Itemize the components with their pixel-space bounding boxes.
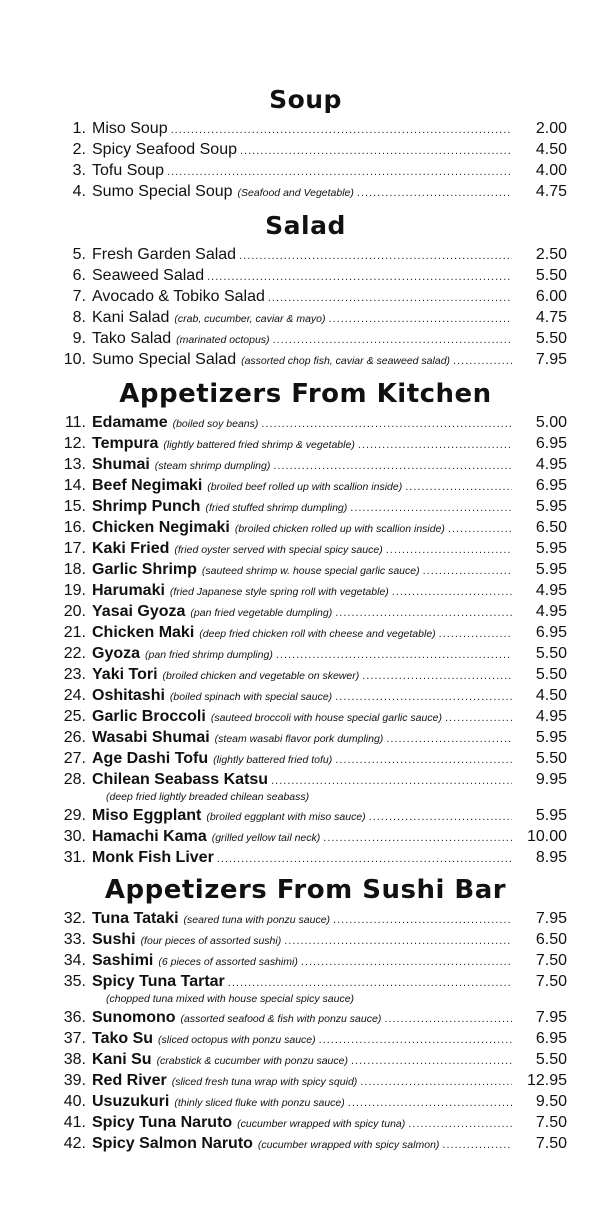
menu-item <box>0 517 611 538</box>
item-number: 21. <box>63 624 86 641</box>
menu-item <box>0 706 611 727</box>
menu-item <box>0 727 611 748</box>
dot-leader <box>405 477 512 498</box>
item-name: Usuzukuri <box>92 1093 170 1110</box>
item-description: (lightly battered fried tofu) <box>213 754 333 766</box>
menu-item <box>0 950 611 971</box>
menu-item <box>0 622 611 643</box>
menu-list <box>0 908 611 1154</box>
item-number: 12. <box>63 435 86 452</box>
item-name: Spicy Seafood Soup <box>92 141 237 158</box>
item-name: Spicy Tuna Naruto <box>92 1114 233 1131</box>
menu-item <box>0 1091 611 1112</box>
item-description: (seared tuna with ponzu sauce) <box>183 914 331 926</box>
menu-item <box>0 286 611 307</box>
item-description: (thinly sliced fluke with ponzu sauce) <box>174 1097 345 1109</box>
item-number: 38. <box>63 1051 86 1068</box>
dot-leader <box>360 1072 512 1093</box>
menu-item <box>0 643 611 664</box>
section-title-appetizers-sushi-bar: Appetizers From Sushi Bar <box>104 875 507 905</box>
dot-leader <box>335 603 512 624</box>
item-price: 7.50 <box>535 1135 567 1152</box>
item-number: 8. <box>72 309 86 326</box>
menu-item <box>0 1028 611 1049</box>
item-description: (broiled beef rolled up with scallion inside) <box>207 481 403 493</box>
item-name: Harumaki <box>92 582 165 599</box>
item-name: Kaki Fried <box>92 540 170 557</box>
item-price: 7.50 <box>535 952 567 969</box>
item-number: 1. <box>72 120 86 137</box>
menu-item <box>0 601 611 622</box>
menu-item <box>0 1112 611 1133</box>
menu-item <box>0 118 611 139</box>
dot-leader <box>323 828 512 849</box>
dot-leader <box>284 931 512 952</box>
dot-leader <box>207 267 512 288</box>
item-name: Kani Su <box>92 1051 152 1068</box>
menu-item <box>0 181 611 202</box>
menu-item <box>0 748 611 769</box>
menu-item <box>0 1007 611 1028</box>
item-name: Beef Negimaki <box>92 477 203 494</box>
dot-leader <box>445 708 512 729</box>
menu-item <box>0 265 611 286</box>
menu-item <box>0 580 611 601</box>
menu-item <box>0 538 611 559</box>
dot-leader <box>335 687 512 708</box>
item-number: 19. <box>63 582 86 599</box>
dot-leader <box>217 849 512 870</box>
item-name: Age Dashi Tofu <box>92 750 209 767</box>
item-name: Hamachi Kama <box>92 828 207 845</box>
item-price: 6.95 <box>535 1030 567 1047</box>
item-description: (four pieces of assorted sushi) <box>140 935 282 947</box>
item-number: 3. <box>72 162 86 179</box>
item-subdescription: (chopped tuna mixed with house special spicy sauce) <box>106 993 355 1005</box>
item-number: 28. <box>63 771 86 788</box>
dot-leader <box>268 288 512 309</box>
item-name: Tako Salad <box>92 330 172 347</box>
item-price: 6.95 <box>535 435 567 452</box>
dot-leader <box>273 456 512 477</box>
item-number: 40. <box>63 1093 86 1110</box>
item-name: Red River <box>92 1072 167 1089</box>
item-price: 4.95 <box>535 582 567 599</box>
item-number: 17. <box>63 540 86 557</box>
section-title-soup: Soup <box>269 85 342 114</box>
item-description: (fried stuffed shrimp dumpling) <box>205 502 348 514</box>
dot-leader <box>329 309 512 330</box>
dot-leader <box>357 183 512 204</box>
item-price: 2.50 <box>535 246 567 263</box>
menu-item <box>0 349 611 370</box>
item-description: (marinated octopus) <box>176 334 270 346</box>
section-title-salad: Salad <box>265 211 346 240</box>
item-price: 12.95 <box>526 1072 567 1089</box>
item-number: 13. <box>63 456 86 473</box>
dot-leader <box>439 624 512 645</box>
menu-item <box>0 847 611 868</box>
item-description: (steam wasabi flavor pork dumpling) <box>214 733 384 745</box>
soup-section <box>0 84 611 202</box>
item-name: Seaweed Salad <box>92 267 205 284</box>
item-price: 4.95 <box>535 708 567 725</box>
dot-leader <box>423 561 512 582</box>
item-price: 7.95 <box>535 910 567 927</box>
item-price: 8.95 <box>535 849 567 866</box>
dot-leader <box>239 246 512 267</box>
item-number: 11. <box>64 414 86 431</box>
dot-leader <box>171 120 512 141</box>
item-price: 5.95 <box>535 807 567 824</box>
item-price: 5.95 <box>535 729 567 746</box>
item-name: Shumai <box>92 456 150 473</box>
item-name: Wasabi Shumai <box>92 729 210 746</box>
item-name: Fresh Garden Salad <box>92 246 237 263</box>
dot-leader <box>369 807 512 828</box>
menu-item <box>0 769 611 790</box>
dot-leader <box>386 729 512 750</box>
item-number: 36. <box>63 1009 86 1026</box>
item-price: 5.95 <box>535 561 567 578</box>
dot-leader <box>384 1009 512 1030</box>
menu-item <box>0 664 611 685</box>
item-price: 6.50 <box>535 931 567 948</box>
item-name: Miso Soup <box>92 120 168 137</box>
item-description: (crabstick & cucumber with ponzu sauce) <box>156 1055 348 1067</box>
item-description: (broiled eggplant with miso sauce) <box>206 811 366 823</box>
item-description: (Seafood and Vegetable) <box>237 187 354 199</box>
item-description: (cucumber wrapped with spicy salmon) <box>257 1139 440 1151</box>
dot-leader <box>348 1093 512 1114</box>
item-subdescription: (deep fried lightly breaded chilean seabass) <box>106 791 310 803</box>
item-number: 5. <box>72 246 86 263</box>
item-price: 4.00 <box>535 162 567 179</box>
item-name: Tako Su <box>92 1030 154 1047</box>
menu-item <box>0 1049 611 1070</box>
item-number: 29. <box>63 807 86 824</box>
item-number: 31. <box>63 849 86 866</box>
dot-leader <box>358 435 512 456</box>
item-number: 15. <box>63 498 86 515</box>
item-price: 7.50 <box>535 1114 567 1131</box>
item-price: 7.50 <box>535 973 567 990</box>
dot-leader <box>335 750 512 771</box>
item-name: Chilean Seabass Katsu <box>92 771 269 788</box>
dot-leader <box>453 351 512 372</box>
menu-item <box>0 433 611 454</box>
menu-item <box>0 826 611 847</box>
menu-item <box>0 475 611 496</box>
dot-leader <box>386 540 512 561</box>
item-description: (boiled spinach with special sauce) <box>169 691 333 703</box>
dot-leader <box>167 162 512 183</box>
menu-list <box>0 243 611 370</box>
item-description: (sauteed shrimp w. house special garlic sauce) <box>201 565 420 577</box>
item-number: 27. <box>63 750 86 767</box>
item-description: (steam shrimp dumpling) <box>154 460 271 472</box>
item-description: (fried oyster served with special spicy sauce) <box>174 544 383 556</box>
item-number: 35. <box>63 973 86 990</box>
item-name: Spicy Salmon Naruto <box>92 1135 253 1152</box>
menu-item <box>0 805 611 826</box>
menu-item <box>0 160 611 181</box>
dot-leader <box>408 1114 512 1135</box>
item-description: (crab, cucumber, caviar & mayo) <box>174 313 326 325</box>
item-description: (sliced fresh tuna wrap with spicy squid) <box>171 1076 358 1088</box>
item-number: 32. <box>63 910 86 927</box>
item-price: 4.50 <box>535 141 567 158</box>
salad-section <box>0 208 611 370</box>
menu-item <box>0 685 611 706</box>
dot-leader <box>392 582 512 603</box>
item-number: 33. <box>63 931 86 948</box>
dot-leader <box>442 1135 512 1156</box>
item-name: Sumo Special Salad <box>92 351 237 368</box>
item-price: 5.00 <box>535 414 567 431</box>
item-name: Chicken Negimaki <box>92 519 230 536</box>
item-number: 10. <box>63 351 86 368</box>
item-price: 5.50 <box>535 645 567 662</box>
item-description: (sauteed broccoli with house special garlic sauce) <box>210 712 442 724</box>
menu-item <box>0 559 611 580</box>
item-name: Miso Eggplant <box>92 807 202 824</box>
item-description: (fried Japanese style spring roll with vegetable) <box>169 586 389 598</box>
item-name: Sunomono <box>92 1009 176 1026</box>
item-number: 22. <box>63 645 86 662</box>
menu-item <box>0 908 611 929</box>
item-name: Sushi <box>92 931 136 948</box>
item-description: (lightly battered fried shrimp & vegetable) <box>163 439 355 451</box>
item-name: Tempura <box>92 435 159 452</box>
item-number: 39. <box>63 1072 86 1089</box>
item-price: 4.95 <box>535 603 567 620</box>
dot-leader <box>261 414 512 435</box>
item-price: 7.95 <box>535 351 567 368</box>
menu-item <box>0 328 611 349</box>
menu-item <box>0 307 611 328</box>
menu-item <box>0 1133 611 1154</box>
item-price: 5.50 <box>535 330 567 347</box>
item-price: 6.95 <box>535 624 567 641</box>
item-description: (6 pieces of assorted sashimi) <box>158 956 298 968</box>
item-description: (deep fried chicken roll with cheese and vegetable) <box>199 628 436 640</box>
dot-leader <box>240 141 512 162</box>
item-name: Tuna Tataki <box>92 910 179 927</box>
item-description: (broiled chicken and vegetable on skewer) <box>162 670 360 682</box>
item-name: Oshitashi <box>92 687 165 704</box>
dot-leader <box>351 1051 512 1072</box>
item-price: 9.50 <box>535 1093 567 1110</box>
item-name: Garlic Broccoli <box>92 708 206 725</box>
item-number: 18. <box>63 561 86 578</box>
item-number: 2. <box>72 141 86 158</box>
item-number: 23. <box>63 666 86 683</box>
item-number: 30. <box>63 828 86 845</box>
dot-leader <box>228 973 512 994</box>
item-number: 7. <box>72 288 86 305</box>
item-number: 26. <box>63 729 86 746</box>
menu-item <box>0 412 611 433</box>
item-number: 14. <box>63 477 86 494</box>
menu-item <box>0 1070 611 1091</box>
item-description: (broiled chicken rolled up with scallion inside) <box>234 523 445 535</box>
menu-item <box>0 971 611 992</box>
item-description: (assorted seafood & fish with ponzu sauce) <box>180 1013 382 1025</box>
menu-list <box>0 116 611 202</box>
dot-leader <box>273 330 512 351</box>
item-number: 42. <box>63 1135 86 1152</box>
item-price: 5.50 <box>535 1051 567 1068</box>
item-number: 16. <box>63 519 86 536</box>
dot-leader <box>319 1030 512 1051</box>
item-price: 4.75 <box>535 183 567 200</box>
dot-leader <box>362 666 512 687</box>
item-number: 37. <box>63 1030 86 1047</box>
item-price: 5.95 <box>535 498 567 515</box>
item-name: Gyoza <box>92 645 141 662</box>
item-number: 41. <box>63 1114 86 1131</box>
item-number: 24. <box>63 687 86 704</box>
item-description: (sliced octopus with ponzu sauce) <box>158 1034 316 1046</box>
menu-item <box>0 496 611 517</box>
item-name: Chicken Maki <box>92 624 195 641</box>
menu-list <box>0 411 611 868</box>
item-description: (grilled yellow tail neck) <box>211 832 321 844</box>
item-name: Sashimi <box>92 952 154 969</box>
item-number: 34. <box>63 952 86 969</box>
dot-leader <box>350 498 512 519</box>
item-price: 4.75 <box>535 309 567 326</box>
dot-leader <box>276 645 512 666</box>
item-name: Avocado & Tobiko Salad <box>92 288 265 305</box>
item-price: 5.50 <box>535 666 567 683</box>
item-price: 4.95 <box>535 456 567 473</box>
item-number: 20. <box>63 603 86 620</box>
menu-item <box>0 929 611 950</box>
item-name: Spicy Tuna Tartar <box>92 973 225 990</box>
kitchen-section <box>0 377 611 868</box>
section-title-appetizers-kitchen: Appetizers From Kitchen <box>119 379 492 409</box>
item-price: 4.50 <box>535 687 567 704</box>
item-description: (pan fried shrimp dumpling) <box>145 649 273 661</box>
item-number: 9. <box>72 330 86 347</box>
item-number: 25. <box>63 708 86 725</box>
item-description: (cucumber wrapped with spicy tuna) <box>237 1118 406 1130</box>
item-description: (assorted chop fish, caviar & seaweed salad) <box>241 355 451 367</box>
dot-leader <box>301 952 512 973</box>
item-price: 6.95 <box>535 477 567 494</box>
item-price: 6.50 <box>535 519 567 536</box>
dot-leader <box>333 910 512 931</box>
item-name: Yaki Tori <box>92 666 158 683</box>
item-price: 9.95 <box>535 771 567 788</box>
item-name: Sumo Special Soup <box>92 183 233 200</box>
item-price: 7.95 <box>535 1009 567 1026</box>
item-name: Kani Salad <box>92 309 170 326</box>
item-number: 6. <box>72 267 86 284</box>
item-price: 2.00 <box>535 120 567 137</box>
sushi-section <box>0 872 611 1154</box>
item-name: Edamame <box>92 414 168 431</box>
item-description: (pan fried vegetable dumpling) <box>190 607 333 619</box>
item-name: Monk Fish Liver <box>92 849 214 866</box>
item-name: Yasai Gyoza <box>92 603 186 620</box>
item-number: 4. <box>72 183 86 200</box>
item-name: Tofu Soup <box>92 162 165 179</box>
menu-item <box>0 139 611 160</box>
dot-leader <box>448 519 512 540</box>
menu-item <box>0 454 611 475</box>
item-description: (boiled soy beans) <box>172 418 259 430</box>
item-name: Garlic Shrimp <box>92 561 197 578</box>
item-price: 5.95 <box>535 540 567 557</box>
item-price: 6.00 <box>535 288 567 305</box>
item-price: 5.50 <box>535 267 567 284</box>
menu-item <box>0 244 611 265</box>
item-name: Shrimp Punch <box>92 498 201 515</box>
item-price: 5.50 <box>535 750 567 767</box>
item-price: 10.00 <box>526 828 567 845</box>
dot-leader <box>271 771 512 792</box>
